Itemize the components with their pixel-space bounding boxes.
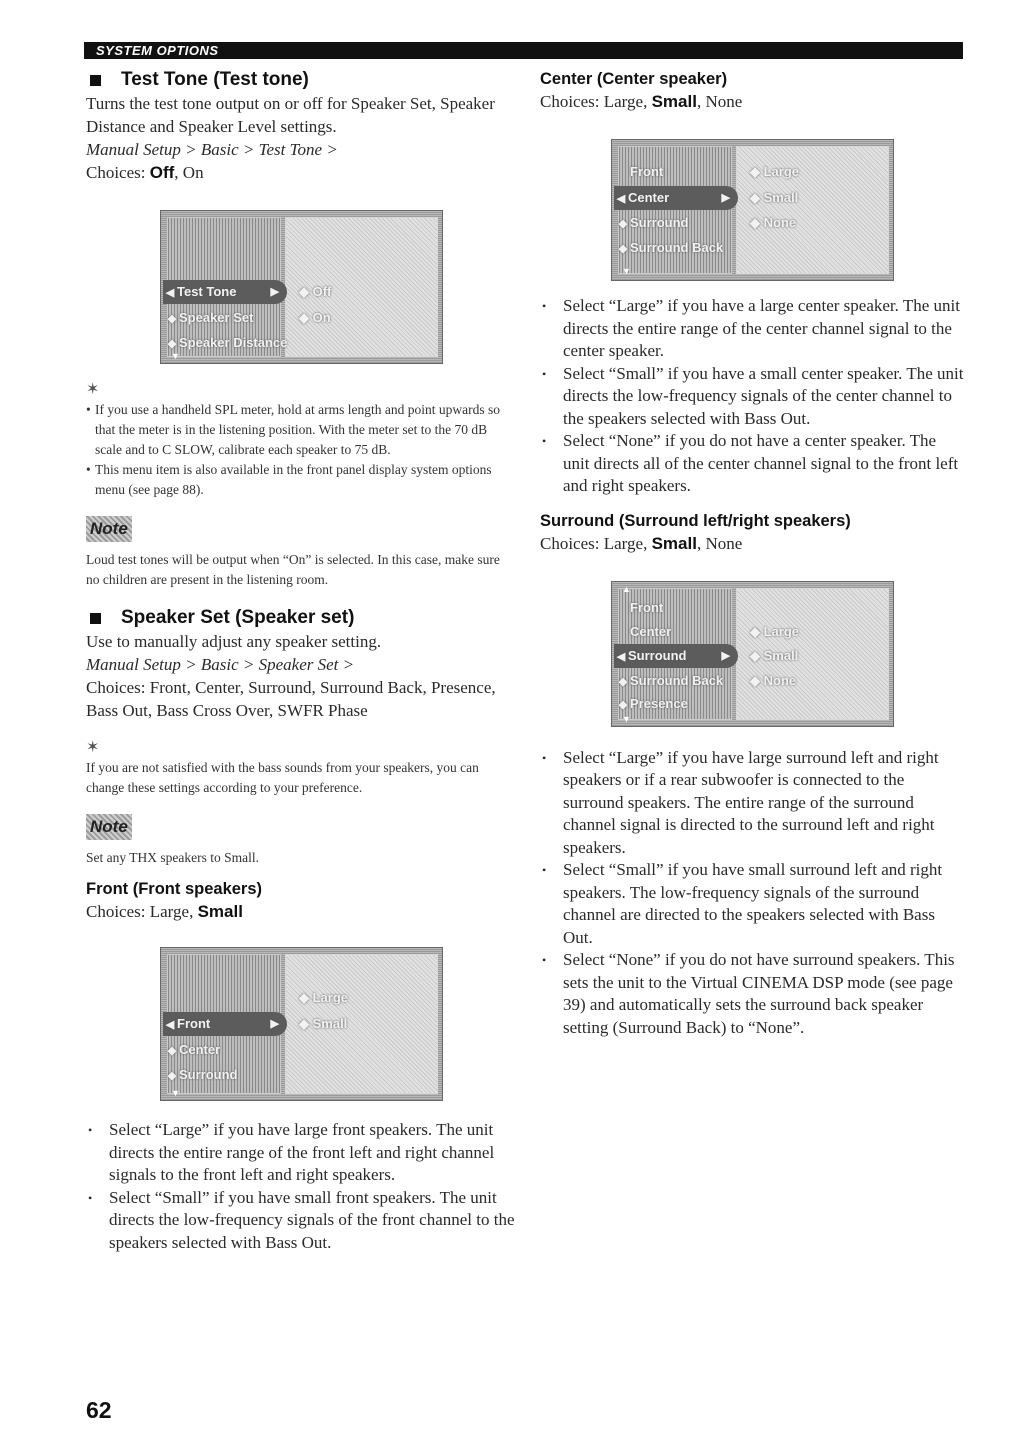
note-badge: Note bbox=[86, 516, 132, 542]
osd-row: ◆ Surround Back bbox=[618, 240, 724, 255]
center-choices: Choices: Large, Small, None bbox=[540, 92, 743, 111]
osd-row-selected: ◀ Surround ▶ bbox=[614, 644, 738, 668]
tip-text: • This menu item is also available in the front panel display system options menu (see page 88). bbox=[86, 460, 516, 500]
scroll-down-icon: ▼ bbox=[171, 351, 180, 361]
front-choices: Choices: Large, Small bbox=[86, 902, 243, 921]
scroll-up-icon: ▲ bbox=[622, 583, 631, 594]
speaker-set-heading: Speaker Set (Speaker set) bbox=[86, 606, 516, 630]
osd-value: ◆ Small bbox=[750, 647, 799, 663]
list-item: • Select “Large” if you have a large center speaker. The unit directs the entire range of the center channel signal to the center speaker. bbox=[540, 295, 965, 363]
section-header-bar bbox=[84, 42, 963, 59]
default-choice: Small bbox=[197, 902, 243, 921]
osd-value: ◆ On bbox=[299, 310, 331, 325]
list-item: • Select “Small” if you have small surround left and right speakers. The low-frequency signals of the surround channel are directed to the speakers selected with Bass Out. bbox=[540, 859, 965, 949]
scroll-down-icon: ▼ bbox=[622, 713, 631, 724]
tip-icon: ✶ bbox=[86, 737, 100, 756]
note-text: Set any THX speakers to Small. bbox=[86, 850, 259, 865]
list-item: • Select “Large” if you have large front speakers. The unit directs the entire range of the front left and right channel signals to the front left and right speakers. bbox=[86, 1119, 516, 1187]
test-tone-choices: Choices: Off, On bbox=[86, 163, 204, 182]
osd-value: ◆ None bbox=[750, 215, 797, 230]
test-tone-description: Turns the test tone output on or off for Speaker Set, Speaker Distance and Speaker Level settings. bbox=[86, 94, 495, 136]
osd-row: ◆ Speaker Set bbox=[167, 310, 254, 325]
list-item: • Select “Small” if you have small front speakers. The unit directs the low-frequency signals of the front channel to the speakers selected with Bass Out. bbox=[86, 1187, 516, 1255]
surround-bullet-list bbox=[540, 747, 965, 1040]
osd-row: Center bbox=[630, 623, 672, 639]
osd-row: Front bbox=[630, 164, 664, 179]
list-item: • Select “None” if you do not have a center speaker. The unit directs all of the center channel signal to the front left and right speakers. bbox=[540, 430, 965, 498]
osd-screen-front bbox=[160, 947, 443, 1101]
osd-value: ◆ Large bbox=[299, 990, 349, 1005]
osd-row: ◆ Surround bbox=[618, 215, 689, 230]
osd-row: ◆ Speaker Distance bbox=[167, 335, 288, 350]
osd-screen-center bbox=[611, 139, 894, 281]
list-item: • Select “Small” if you have a small center speaker. The unit directs the low-frequency signals of the center channel to the speakers selected with Bass Out. bbox=[540, 363, 965, 431]
osd-screen-surround bbox=[611, 581, 894, 727]
page-number: 62 bbox=[86, 1397, 112, 1423]
surround-heading: Surround (Surround left/right speakers) bbox=[540, 511, 851, 530]
speaker-set-description: Use to manually adjust any speaker setting. bbox=[86, 632, 382, 651]
default-choice: Small bbox=[651, 92, 697, 111]
osd-value: ◆ Small bbox=[299, 1016, 348, 1031]
osd-row-selected: ◀ Front ▶ bbox=[163, 1012, 287, 1036]
osd-row: ◆ Presence bbox=[618, 695, 688, 711]
osd-row: ◆ Surround bbox=[167, 1067, 238, 1082]
default-choice: Off bbox=[149, 163, 175, 182]
square-bullet-icon bbox=[90, 75, 101, 86]
center-bullet-list bbox=[540, 295, 965, 498]
scroll-down-icon: ▼ bbox=[622, 266, 631, 276]
osd-row: ◆ Center bbox=[167, 1042, 221, 1057]
tip-icon: ✶ bbox=[86, 379, 100, 398]
osd-value: ◆ Small bbox=[750, 190, 799, 205]
speaker-set-menu-path: Manual Setup > Basic > Speaker Set > bbox=[86, 655, 355, 674]
list-item: • Select “Large” if you have large surround left and right speakers or if a rear subwoofer is connected to the surround speakers. The entire range of the surround channel signal is directed to the surround left and right speakers. bbox=[540, 747, 965, 860]
default-choice: Small bbox=[651, 533, 697, 553]
test-tone-menu-path: Manual Setup > Basic > Test Tone > bbox=[86, 140, 338, 159]
osd-value: ◆ Off bbox=[299, 284, 332, 299]
list-item: • Select “None” if you do not have surround speakers. This sets the unit to the Virtual CINEMA DSP mode (see page 39) and automatically sets the surround back speaker setting (Surround Back) to “None”. bbox=[540, 949, 965, 1039]
test-tone-heading: Test Tone (Test tone) bbox=[86, 68, 516, 92]
scroll-down-icon: ▼ bbox=[171, 1088, 180, 1098]
osd-row: ◆ Surround Back bbox=[618, 672, 724, 688]
right-column bbox=[540, 68, 965, 1039]
surround-choices: Choices: Large, Small, None bbox=[540, 533, 743, 553]
osd-value: ◆ Large bbox=[750, 623, 800, 639]
front-bullet-list bbox=[86, 1119, 516, 1254]
tip-text: • If you use a handheld SPL meter, hold at arms length and point upwards so that the meter is in the listening position. With the meter set to the 70 dB scale and to C SLOW, calibrate each speaker to 75 dB. bbox=[86, 400, 516, 460]
front-heading: Front (Front speakers) bbox=[86, 880, 263, 898]
section-title: SYSTEM OPTIONS bbox=[96, 43, 219, 58]
speaker-set-choices: Choices: Front, Center, Surround, Surround Back, Presence, Bass Out, Bass Cross Over, SWFR Phase bbox=[86, 678, 496, 720]
osd-row: Front bbox=[630, 599, 664, 615]
center-heading: Center (Center speaker) bbox=[540, 70, 728, 88]
left-column bbox=[86, 68, 516, 1254]
note-badge: Note bbox=[86, 814, 132, 840]
tip-text: If you are not satisfied with the bass sounds from your speakers, you can change these settings according to your preference. bbox=[86, 760, 479, 795]
osd-screen-test-tone bbox=[160, 210, 443, 364]
osd-row-selected: ◀ Test Tone ▶ bbox=[163, 280, 287, 304]
osd-value: ◆ Large bbox=[750, 164, 800, 179]
osd-row-selected: ◀ Center ▶ bbox=[614, 186, 738, 210]
square-bullet-icon bbox=[90, 613, 101, 624]
note-text: Loud test tones will be output when “On” is selected. In this case, make sure no children are present in the listening room. bbox=[86, 552, 500, 587]
osd-value: ◆ None bbox=[750, 672, 797, 688]
